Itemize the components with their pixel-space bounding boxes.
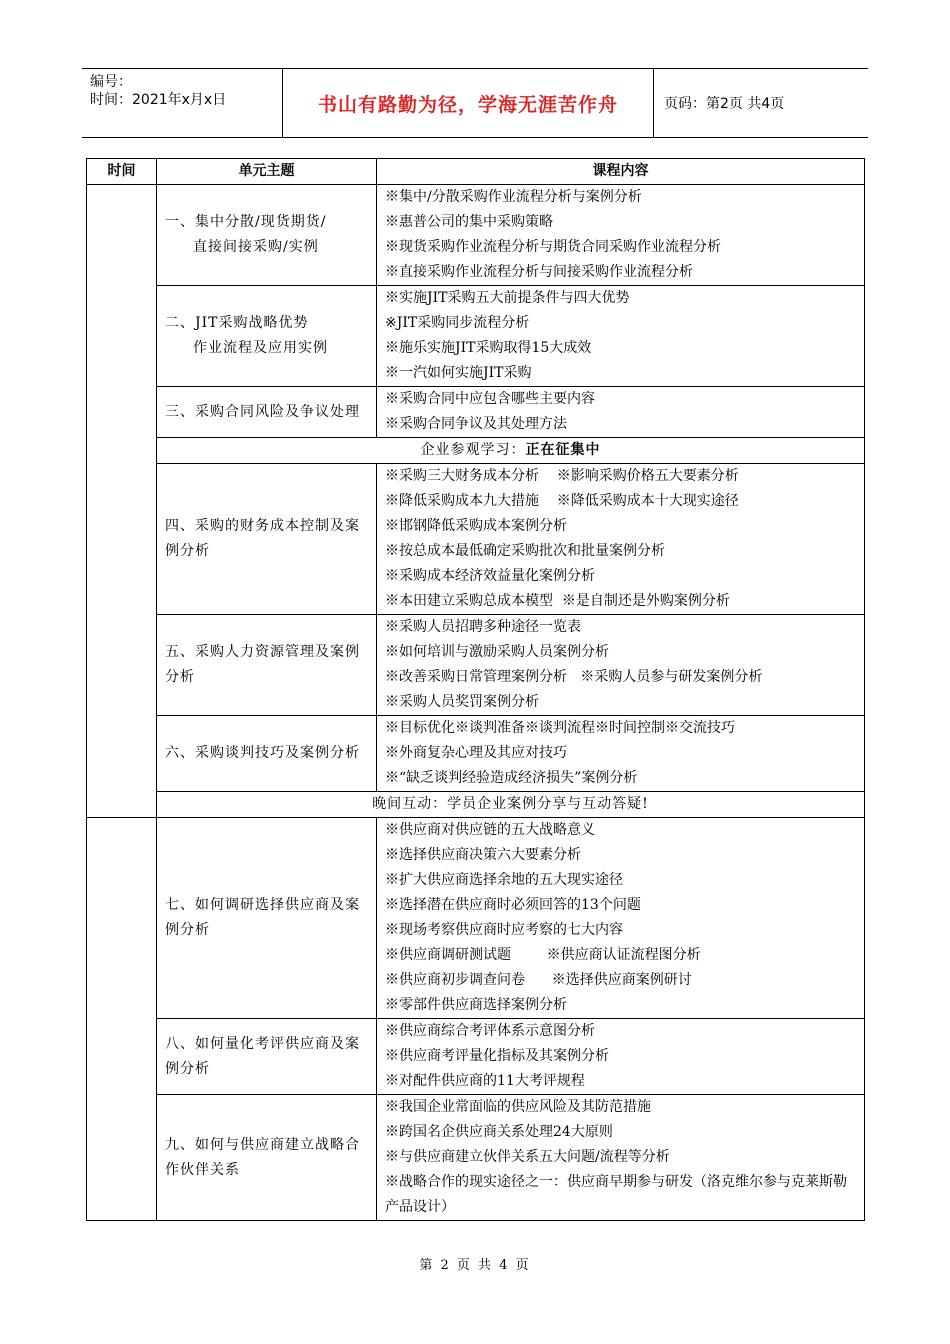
course-table: [86, 158, 865, 1221]
unit-title: [157, 716, 377, 792]
content-item: ※扩大供应商选择余地的五大现实途径: [385, 872, 623, 888]
page-label: 页码：第2页 共4页: [664, 96, 785, 112]
content-item: ※降低采购成本九大措施 ※降低采购成本十大现实途径: [385, 493, 739, 509]
table-row: [87, 818, 865, 1019]
unit-content: [377, 1019, 865, 1095]
table-row: [87, 1019, 865, 1095]
unit-title-line: 一、集中分散/现货期货/: [165, 214, 327, 230]
visit-cell: [157, 438, 865, 464]
motto: 书山有路勤为径，学海无涯苦作舟: [282, 69, 654, 137]
visit-prefix: 企业参观学习：: [420, 442, 526, 458]
content-item: ※JIT采购同步流程分析: [385, 315, 530, 331]
unit-title-line: 直接间接采购/实例: [193, 239, 319, 255]
col-content-header: 课程内容: [377, 159, 865, 185]
col-unit-header: 单元主题: [157, 159, 377, 185]
content-item: ※一汽如何实施JIT采购: [385, 365, 532, 381]
content-item: ※选择潜在供应商时必须回答的13个问题: [385, 897, 641, 913]
unit-title-line: 三、采购合同风险及争议处理: [165, 403, 360, 420]
content-item: ※供应商初步调查问卷 ※选择供应商案例研讨: [385, 972, 692, 988]
content-item: ※采购成本经济效益量化案例分析: [385, 568, 595, 584]
table-header-row: [87, 159, 865, 185]
unit-content: [377, 1095, 865, 1221]
content-item: ※跨国名企供应商关系处理24大原则: [385, 1124, 613, 1140]
table-row: [87, 185, 865, 286]
unit-title: [157, 1019, 377, 1095]
content-item: ※“缺乏谈判经验造成经济损失”案例分析: [385, 770, 638, 786]
content-item: ※直接采购作业流程分析与间接采购作业流程分析: [385, 264, 693, 280]
content-item: ※零部件供应商选择案例分析: [385, 997, 567, 1013]
col-time-header: 时间: [87, 159, 157, 185]
content-item: ※实施JIT采购五大前提条件与四大优势: [385, 290, 630, 306]
table-row: [87, 716, 865, 792]
content-item: ※按总成本最低确定采购批次和批量案例分析: [385, 543, 665, 559]
content-item: ※供应商对供应链的五大战略意义: [385, 822, 595, 838]
content-item: ※我国企业常面临的供应风险及其防范措施: [385, 1099, 651, 1115]
unit-title-line: 二、JIT采购战略优势: [165, 315, 309, 331]
table-row: [87, 387, 865, 438]
unit-title: [157, 387, 377, 438]
content-item: ※采购三大财务成本分析 ※影响采购价格五大要素分析: [385, 468, 739, 484]
page-header: [82, 68, 868, 138]
table-row: [87, 1095, 865, 1221]
unit-content: [377, 387, 865, 438]
content-item: ※供应商考评量化指标及其案例分析: [385, 1048, 609, 1064]
table-row: [87, 615, 865, 716]
time-cell: [87, 818, 157, 1221]
content-item: ※现货采购作业流程分析与期货合同采购作业流程分析: [385, 239, 721, 255]
content-item: ※战略合作的现实途径之一：供应商早期参与研发（洛克维尔参与克莱斯勒产品设计）: [385, 1174, 847, 1215]
unit-title-line: 八、如何量化考评供应商及案例分析: [165, 1035, 360, 1077]
unit-title: [157, 286, 377, 387]
content-item: ※现场考察供应商时应考察的七大内容: [385, 922, 623, 938]
time-cell: [87, 185, 157, 818]
visit-status: 正在征集中: [525, 442, 601, 458]
unit-content: [377, 286, 865, 387]
content-item: ※与供应商建立伙伴关系五大问题/流程等分析: [385, 1149, 670, 1165]
time-label: 时间：2021年x月x日: [90, 92, 227, 108]
content-item: ※采购合同中应包含哪些主要内容: [385, 391, 595, 407]
content-item: ※施乐实施JIT采购取得15大成效: [385, 340, 592, 356]
content-item: ※对配件供应商的11大考评规程: [385, 1073, 585, 1089]
content-item: ※改善采购日常管理案例分析 ※采购人员参与研发案例分析: [385, 669, 763, 685]
unit-title-line: 七、如何调研选择供应商及案例分析: [165, 897, 360, 938]
content-item: ※目标优化※谈判准备※谈判流程※时间控制※交流技巧: [385, 720, 735, 736]
header-left: [82, 69, 282, 137]
evening-cell: 晚间互动：学员企业案例分享与互动答疑!: [157, 792, 865, 818]
unit-title: [157, 615, 377, 716]
unit-title-line: 五、采购人力资源管理及案例分析: [165, 644, 360, 685]
unit-content: [377, 818, 865, 1019]
unit-content: [377, 615, 865, 716]
table-row: [87, 286, 865, 387]
content-item: ※外商复杂心理及其应对技巧: [385, 745, 567, 761]
content-item: ※供应商综合考评体系示意图分析: [385, 1023, 595, 1039]
unit-title: [157, 1095, 377, 1221]
visit-row: [87, 438, 865, 464]
content-item: ※如何培训与激励采购人员案例分析: [385, 644, 609, 660]
unit-title-line: 六、采购谈判技巧及案例分析: [165, 745, 360, 761]
unit-title-line: 四、采购的财务成本控制及案例分析: [165, 518, 360, 559]
content-item: ※邯钢降低采购成本案例分析: [385, 518, 567, 534]
unit-title: [157, 185, 377, 286]
content-item: ※惠普公司的集中采购策略: [385, 214, 553, 230]
content-item: ※集中/分散采购作业流程分析与案例分析: [385, 189, 642, 205]
content-item: ※供应商调研测试题 ※供应商认证流程图分析: [385, 947, 701, 963]
evening-row: [87, 792, 865, 818]
content-item: ※选择供应商决策六大要素分析: [385, 847, 581, 863]
content-item: ※本田建立采购总成本模型 ※是自制还是外购案例分析: [385, 593, 730, 609]
number-label: 编号：: [90, 74, 132, 90]
unit-content: [377, 716, 865, 792]
unit-content: [377, 185, 865, 286]
unit-title-line: 九、如何与供应商建立战略合作伙伴关系: [165, 1136, 360, 1178]
unit-title-line: 作业流程及应用实例: [193, 340, 328, 356]
unit-content: [377, 464, 865, 615]
content-item: ※采购合同争议及其处理方法: [385, 416, 567, 432]
content-item: ※采购人员奖罚案例分析: [385, 694, 539, 710]
page-footer: 第 2 页 共 4 页: [419, 1258, 531, 1273]
table-row: [87, 464, 865, 615]
content-item: ※采购人员招聘多种途径一览表: [385, 619, 581, 635]
unit-title: [157, 464, 377, 615]
unit-title: [157, 818, 377, 1019]
